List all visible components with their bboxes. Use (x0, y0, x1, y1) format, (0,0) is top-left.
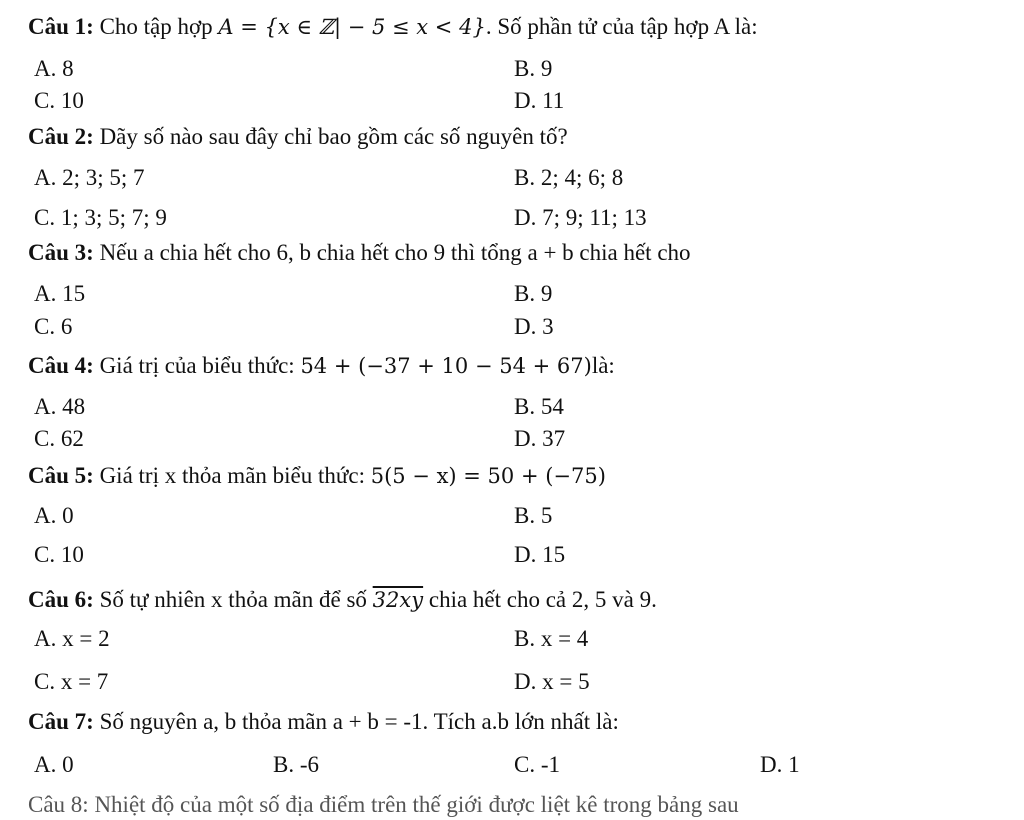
question-2-text: Dãy số nào sau đây chỉ bao gồm các số nguyên tố? (93, 124, 568, 149)
question-6-option-a[interactable]: A. x = 2 (34, 626, 110, 651)
question-6-text-before: Số tự nhiên x thỏa mãn để số (93, 587, 373, 612)
question-4-option-b[interactable]: B. 54 (514, 394, 564, 419)
question-7-option-d[interactable]: D. 1 (760, 752, 800, 777)
question-5-text-before: Giá trị x thỏa mãn biểu thức: (93, 463, 371, 488)
question-4-math: 54 + (−37 + 10 − 54 + 67) (300, 354, 592, 378)
question-1-option-c[interactable]: C. 10 (34, 88, 84, 113)
question-6-option-c[interactable]: C. x = 7 (34, 669, 109, 694)
question-2-label: Câu 2: (28, 124, 94, 149)
question-6 (28, 585, 657, 615)
question-2-option-a[interactable]: A. 2; 3; 5; 7 (34, 165, 145, 190)
question-7-option-b[interactable]: B. -6 (273, 752, 319, 777)
question-6-math: 32xy (372, 588, 424, 612)
question-5-label: Câu 5: (28, 463, 94, 488)
question-5-option-a[interactable]: A. 0 (34, 503, 74, 528)
cut-off-question-8 (28, 790, 988, 817)
question-5-option-b[interactable]: B. 5 (514, 503, 553, 528)
question-1-text-after: . Số phần tử của tập hợp A là: (485, 14, 758, 39)
question-3 (28, 238, 691, 268)
question-7-option-c[interactable]: C. -1 (514, 752, 560, 777)
question-3-option-a[interactable]: A. 15 (34, 281, 86, 306)
question-3-text: Nếu a chia hết cho 6, b chia hết cho 9 thì tổng a + b chia hết cho (93, 240, 691, 265)
question-4-option-a[interactable]: A. 48 (34, 394, 86, 419)
question-3-option-c[interactable]: C. 6 (34, 314, 73, 339)
question-3-option-b[interactable]: B. 9 (514, 281, 553, 306)
question-1-option-b[interactable]: B. 9 (514, 56, 553, 81)
question-5-option-c[interactable]: C. 10 (34, 542, 84, 567)
question-1-text-before: Cho tập hợp (93, 14, 219, 39)
question-7-label: Câu 7: (28, 709, 94, 734)
question-1-option-a[interactable]: A. 8 (34, 56, 74, 81)
question-2-option-b[interactable]: B. 2; 4; 6; 8 (514, 165, 624, 190)
question-7-option-a[interactable]: A. 0 (34, 752, 74, 777)
question-7 (28, 707, 619, 737)
question-2 (28, 122, 568, 152)
question-4-text-after: là: (591, 353, 615, 378)
question-4-text-before: Giá trị của biểu thức: (93, 353, 301, 378)
question-5-math: 5(5 − x) = 50 + (−75) (370, 464, 606, 488)
question-6-option-d[interactable]: D. x = 5 (514, 669, 590, 694)
question-5-option-d[interactable]: D. 15 (514, 542, 566, 567)
question-3-label: Câu 3: (28, 240, 94, 265)
cut-off-question-8-text: Câu 8: Nhiệt độ của một số địa điểm trên thế giới được liệt kê trong bảng sau (28, 792, 739, 817)
question-6-label: Câu 6: (28, 587, 94, 612)
question-7-text: Số nguyên a, b thỏa mãn a + b = -1. Tích a.b lớn nhất là: (93, 709, 619, 734)
question-1-math: A = {x ∈ ℤ| − 5 ≤ x < 4} (218, 15, 486, 39)
question-4-option-d[interactable]: D. 37 (514, 426, 566, 451)
question-3-option-d[interactable]: D. 3 (514, 314, 554, 339)
question-2-option-c[interactable]: C. 1; 3; 5; 7; 9 (34, 205, 167, 230)
question-1 (28, 12, 758, 42)
question-6-option-b[interactable]: B. x = 4 (514, 626, 589, 651)
question-2-option-d[interactable]: D. 7; 9; 11; 13 (514, 205, 647, 230)
question-6-text-after: chia hết cho cả 2, 5 và 9. (423, 587, 657, 612)
question-1-label: Câu 1: (28, 14, 94, 39)
question-5 (28, 461, 606, 491)
question-4-option-c[interactable]: C. 62 (34, 426, 84, 451)
question-1-option-d[interactable]: D. 11 (514, 88, 565, 113)
question-4-label: Câu 4: (28, 353, 94, 378)
question-4 (28, 351, 615, 381)
